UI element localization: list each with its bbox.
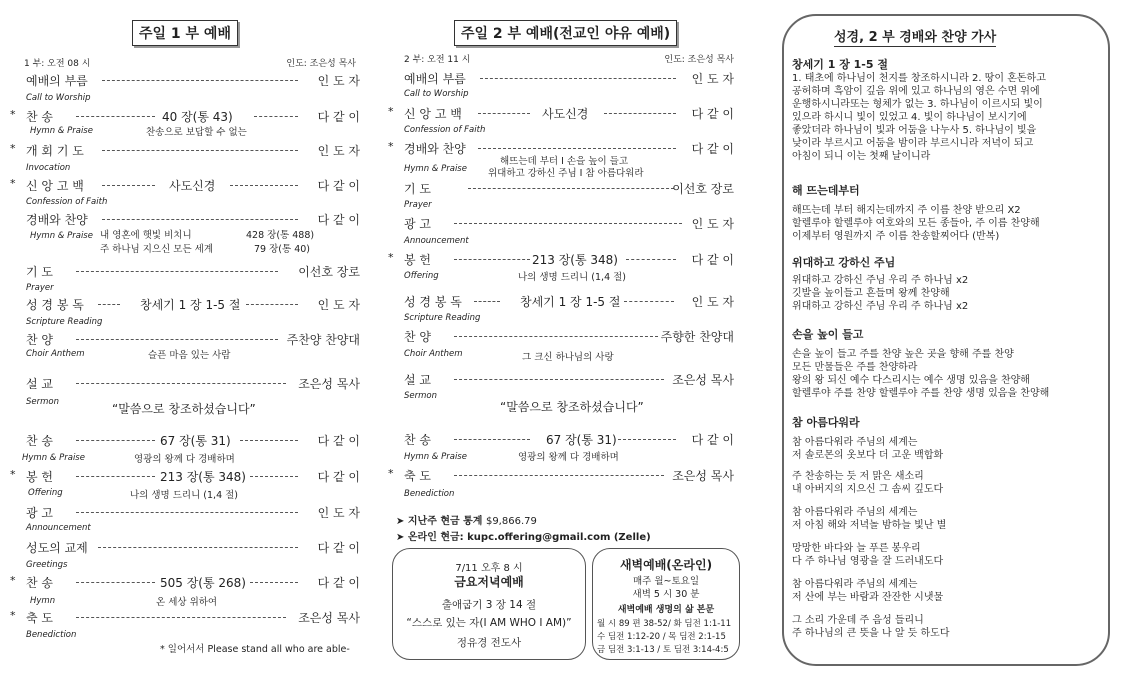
lyrics-verse: 참 아름다워라 주님의 세계는 저 산에 부는 바람과 잔잔한 시냇물 bbox=[792, 579, 944, 603]
service1-leader: 인도: 조은성 목사 bbox=[286, 59, 356, 69]
eng-label: Prayer bbox=[404, 200, 432, 210]
eng-label: Hymn & Praise bbox=[22, 453, 85, 463]
friday-service-box bbox=[392, 548, 586, 660]
eng-label: Call to Worship bbox=[404, 89, 469, 99]
lyrics-section-title: 참 아름다워라 bbox=[792, 416, 860, 429]
lyrics-section-title: 손을 높이 들고 bbox=[792, 328, 864, 341]
lyrics-section: 해뜨는데 부터 해지는데까지 주 이름 찬양 받으리 X2 할렐루야 할렐루야 여호와의 모든 종들아, 주 이름 찬양해 이제부터 영원까지 주 이름 찬송할찌어다 (반복) bbox=[792, 205, 1040, 242]
service2-leader: 인도: 조은성 목사 bbox=[664, 55, 734, 65]
eng-label: Confession of Faith bbox=[26, 197, 108, 207]
eng-label: Sermon bbox=[404, 391, 437, 401]
anthem-title: 슬픈 마음 있는 사람 bbox=[148, 350, 231, 361]
dawn-title: 새벽예배(온라인) bbox=[619, 558, 713, 572]
hymn-title: 나의 생명 드리니 (1,4 절) bbox=[518, 272, 627, 283]
reading-row: 수 딤전 1:12-20 / 목 딤전 2:1-15 bbox=[597, 632, 726, 642]
service1-time: 1 부: 오전 08 시 bbox=[24, 59, 91, 69]
eng-label: Confession of Faith bbox=[404, 125, 486, 135]
hymn-title: 온 세상 위하여 bbox=[156, 597, 218, 608]
eng-label: Choir Anthem bbox=[26, 349, 85, 359]
eng-label: Announcement bbox=[26, 523, 91, 533]
lyrics-section: 1. 태초에 하나님이 천지를 창조하시니라 2. 땅이 혼돈하고 공허하며 흑암이 깊음 위에 있고 하나님의 영은 수면 위에 운행하시니라또는 형체가 없는 3. 하나님이 이르시되 빛이 있으라 하시니 빛이 있었고 4. 빛이 하나님이 보시기에 좋았더라 하나님이 빛과 어둠을 나누사 5. 하나님이 빛을 낮이라 부르시고 어둠을 밤이라 부르시니라 저녁이 되고 아침이 되니 이는 첫째 날이니라 bbox=[792, 73, 1046, 162]
eng-label: Hymn & Praise bbox=[30, 231, 93, 241]
anthem-title: 그 크신 하나님의 사랑 bbox=[522, 352, 614, 363]
lyrics-verse: 망망한 바다와 늘 푸른 봉우리 다 주 하나님 영광을 잘 드러내도다 bbox=[792, 543, 944, 567]
eng-label: Hymn & Praise bbox=[404, 164, 467, 174]
eng-label: Benediction bbox=[404, 489, 455, 499]
eng-label: Sermon bbox=[26, 397, 59, 407]
lyrics-panel bbox=[782, 14, 1110, 666]
eng-label: Invocation bbox=[26, 163, 71, 173]
eng-label: Call to Worship bbox=[26, 93, 91, 103]
lyrics-section: 위대하고 강하신 주님 우리 주 하나님 x2 깃발을 높이들고 흔들며 왕께 찬양해 위대하고 강하신 주님 우리 주 하나님 x2 bbox=[792, 275, 969, 312]
eng-label: Offering bbox=[28, 488, 63, 498]
dawn-subtitle: 새벽예배 생명의 삶 본문 bbox=[617, 605, 715, 615]
lyrics-section: 손을 높이 들고 주를 찬양 높은 곳을 향해 주를 찬양 모든 만물들은 주를 찬양하라 왕의 왕 되신 예수 다스리시는 예수 생명 있음을 찬양해 할렐루야 주를 찬양 할렐루야 주를 찬양 생명 있음을 찬양해 bbox=[792, 349, 1050, 399]
dawn-days: 매주 월~토요일 bbox=[632, 576, 700, 587]
eng-label: Choir Anthem bbox=[404, 349, 463, 359]
hymn-title: 찬송으로 보답할 수 없는 bbox=[146, 127, 247, 138]
song-title: 해뜨는데 부터 I 손을 높이 들고 bbox=[500, 156, 629, 167]
eng-label: Offering bbox=[404, 271, 439, 281]
eng-label: Hymn & Praise bbox=[404, 452, 467, 462]
offering-email[interactable]: kupc.offering@gmail.com (Zelle) bbox=[467, 532, 651, 543]
hymn-number: 79 장(통 40) bbox=[254, 244, 310, 255]
lyrics-verse: 그 소리 가운데 주 음성 들리니 주 하나님의 큰 뜻을 나 알 듯 하도다 bbox=[792, 615, 950, 639]
sermon-title: “말씀으로 창조하셨습니다” bbox=[500, 400, 644, 414]
hymn-number: 428 장(통 488) bbox=[246, 230, 315, 241]
eng-label: Scripture Reading bbox=[404, 313, 481, 323]
lyrics-section-title: 창세기 1 장 1-5 절 bbox=[792, 58, 888, 71]
offering-stats: ➤ 지난주 현금 통계 $9,866.79 bbox=[396, 516, 537, 527]
friday-quote: “스스로 있는 자(I AM WHO I AM)” bbox=[406, 617, 572, 629]
eng-label: Scripture Reading bbox=[26, 317, 103, 327]
hymn-title: 영광의 왕께 다 경배하며 bbox=[518, 452, 619, 463]
sermon-title: “말씀으로 창조하셨습니다” bbox=[112, 402, 256, 416]
eng-label: Hymn bbox=[30, 596, 56, 606]
dawn-service-box bbox=[592, 548, 740, 660]
lyrics-section-title: 위대하고 강하신 주님 bbox=[792, 256, 896, 269]
hymn-title: 영광의 왕께 다 경배하며 bbox=[134, 454, 235, 465]
standing-note: * 일어서서 Please stand all who are able- bbox=[160, 644, 350, 655]
friday-title: 금요저녁예배 bbox=[454, 575, 524, 589]
eng-label: Greetings bbox=[26, 560, 68, 570]
eng-label: Benediction bbox=[26, 630, 77, 640]
lyrics-verse: 주 찬송하는 듯 저 맑은 새소리 내 아버지의 지으신 그 솜씨 깊도다 bbox=[792, 471, 944, 495]
song-title: 위대하고 강하신 주님 I 참 아름다워라 bbox=[488, 168, 644, 179]
reading-row: 금 딤전 3:1-13 / 토 딤전 3:14-4:5 bbox=[597, 645, 729, 655]
song-title: 내 영혼에 햇빛 비치니 bbox=[100, 230, 192, 241]
song-title: 주 하나님 지으신 모든 세계 bbox=[100, 244, 214, 255]
lyrics-title: 성경, 2 부 경배와 찬양 가사 bbox=[834, 26, 996, 47]
lyrics-verse: 참 아름다워라 주님의 세계는 저 아침 해와 저녁놀 밤하늘 빛난 별 bbox=[792, 507, 947, 531]
friday-date: 7/11 오후 8 시 bbox=[455, 563, 523, 574]
dawn-time: 새벽 5 시 30 분 bbox=[632, 589, 700, 600]
eng-label: Announcement bbox=[404, 236, 469, 246]
eng-label: Prayer bbox=[26, 283, 54, 293]
online-offering: ➤ 온라인 현금: kupc.offering@gmail.com (Zelle) bbox=[396, 532, 651, 543]
hymn-title: 나의 생명 드리니 (1,4 절) bbox=[130, 490, 239, 501]
service2-time: 2 부: 오전 11 시 bbox=[404, 55, 471, 65]
friday-verse: 출애굽기 3 장 14 절 bbox=[441, 599, 537, 611]
friday-speaker: 정유경 전도사 bbox=[456, 637, 522, 649]
eng-label: Hymn & Praise bbox=[30, 126, 93, 136]
reading-row: 월 시 89 편 38-52/ 화 딤전 1:1-11 bbox=[597, 619, 732, 629]
service1-title: 주일 1 부 예배 bbox=[132, 20, 238, 46]
lyrics-verse: 참 아름다워라 주님의 세계는 저 솔로몬의 옷보다 더 고운 백합화 bbox=[792, 437, 944, 461]
arrow-icon: ➤ bbox=[396, 532, 405, 543]
arrow-icon: ➤ bbox=[396, 516, 405, 527]
lyrics-section-title: 해 뜨는데부터 bbox=[792, 184, 860, 197]
service2-title: 주일 2 부 예배(전교인 야유 예배) bbox=[454, 20, 677, 46]
